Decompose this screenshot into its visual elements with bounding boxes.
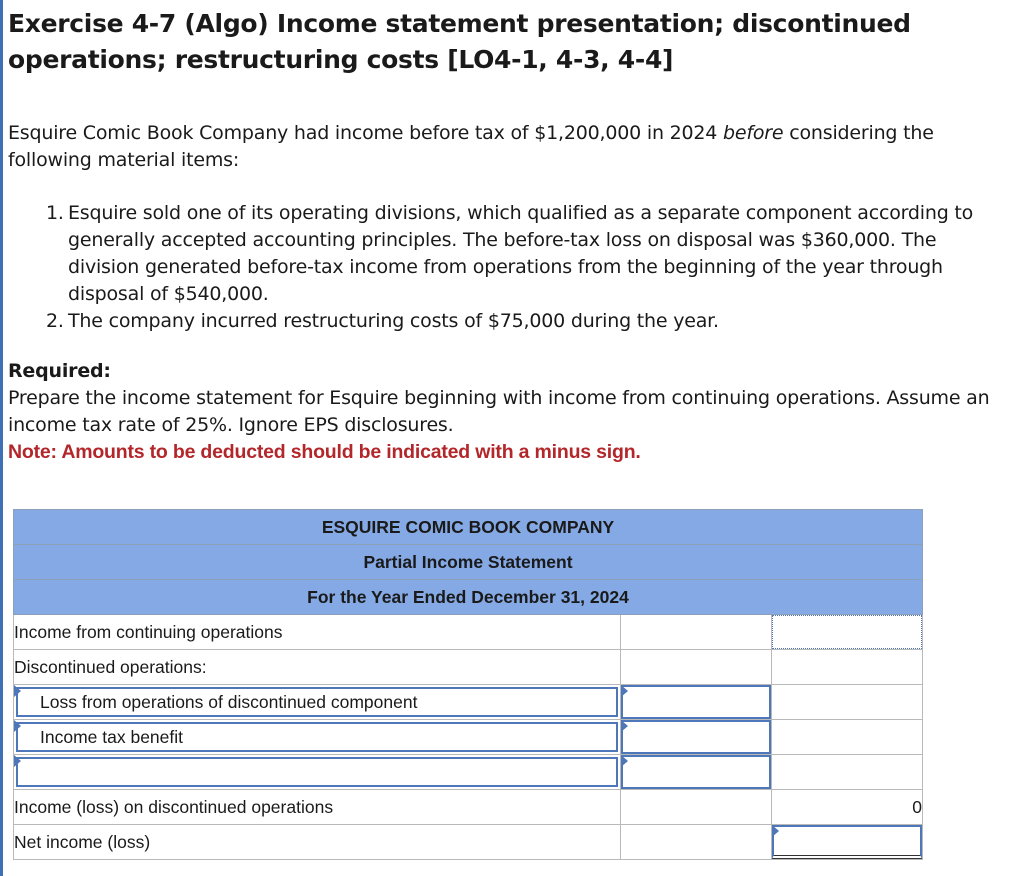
row-label-loss-ops: Loss from operations of discontinued component [40,691,418,712]
empty-cell [621,615,772,650]
intro-emphasis: before [723,122,784,144]
loss-ops-label-cell [14,685,621,720]
input-flag-icon [14,755,21,767]
item-number: 1. [46,202,64,224]
intro-paragraph [8,120,1020,174]
table-row [14,825,923,860]
empty-cell [772,685,923,720]
statement-company: ESQUIRE COMIC BOOK COMPANY [14,510,923,545]
required-text: Prepare the income statement for Esquire beginning with income from continuing operations. Assume an income tax rate of 25%. Ignore EPS disclosures. [8,387,990,436]
row-label-net-income: Net income (loss) [14,825,621,860]
list-item [46,200,986,308]
income-statement-table [13,509,923,860]
table-row [14,650,923,685]
required-section [8,358,1020,466]
input-flag-icon [621,755,628,767]
row-label-tax-benefit: Income tax benefit [40,726,183,747]
item-text: The company incurred restructuring costs of $75,000 during the year. [68,310,719,332]
row-label-continuing: Income from continuing operations [14,615,621,650]
exercise-title [8,6,1008,78]
tax-benefit-label-cell [14,720,621,755]
continuing-amount-input[interactable] [772,615,922,649]
blank-amount-cell [621,755,772,790]
blank-label-select[interactable] [16,757,618,787]
table-row [14,685,923,720]
empty-cell [621,650,772,685]
required-label: Required: [8,360,111,382]
blank-label-cell [14,755,621,790]
empty-cell [772,650,923,685]
input-flag-icon [772,825,779,837]
empty-cell [621,790,772,825]
left-accent-bar [0,0,3,876]
tax-benefit-amount-cell [621,720,772,755]
input-flag-icon [14,720,21,732]
input-flag-icon [621,720,628,732]
minus-sign-note: Note: Amounts to be deducted should be indicated with a minus sign. [8,441,641,463]
empty-cell [772,720,923,755]
loss-ops-amount-cell [621,685,772,720]
net-income-amount-input[interactable] [772,825,922,859]
title-line-1: Exercise 4-7 (Algo) Income statement presentation; discontinued [8,9,911,38]
income-disc-value: 0 [772,790,923,825]
statement-name: Partial Income Statement [14,545,923,580]
item-text: Esquire sold one of its operating divisions, which qualified as a separate component according to generally accepted accounting principles. The before-tax loss on disposal was $360,000. The division generated before-tax income from operations from the beginning of the year through disposal of $540,000. [68,202,974,305]
table-row [14,790,923,825]
input-flag-icon [14,685,21,697]
intro-text-a: Esquire Comic Book Company had income before tax of $1,200,000 in 2024 [8,122,724,144]
tax-benefit-label-select[interactable] [16,722,618,752]
row-label-discontinued: Discontinued operations: [14,650,621,685]
continuing-amount-cell [772,615,923,650]
empty-cell [772,755,923,790]
intro-text-b: considering the following material items: [8,122,934,171]
statement-period: For the Year Ended December 31, 2024 [14,580,923,615]
input-flag-icon [621,685,628,697]
table-row [14,615,923,650]
loss-ops-amount-input[interactable] [621,685,771,719]
table-row [14,755,923,790]
list-item [46,308,986,335]
table-row [14,720,923,755]
material-items-list [46,200,986,335]
title-line-2: operations; restructuring costs [LO4-1, 4-3, 4-4] [8,45,674,74]
net-income-amount-cell [772,825,923,860]
tax-benefit-amount-input[interactable] [621,720,771,754]
loss-ops-label-select[interactable] [16,687,618,717]
item-number: 2. [46,310,64,332]
blank-amount-input[interactable] [621,755,771,789]
row-label-income-disc: Income (loss) on discontinued operations [14,790,621,825]
empty-cell [621,825,772,860]
